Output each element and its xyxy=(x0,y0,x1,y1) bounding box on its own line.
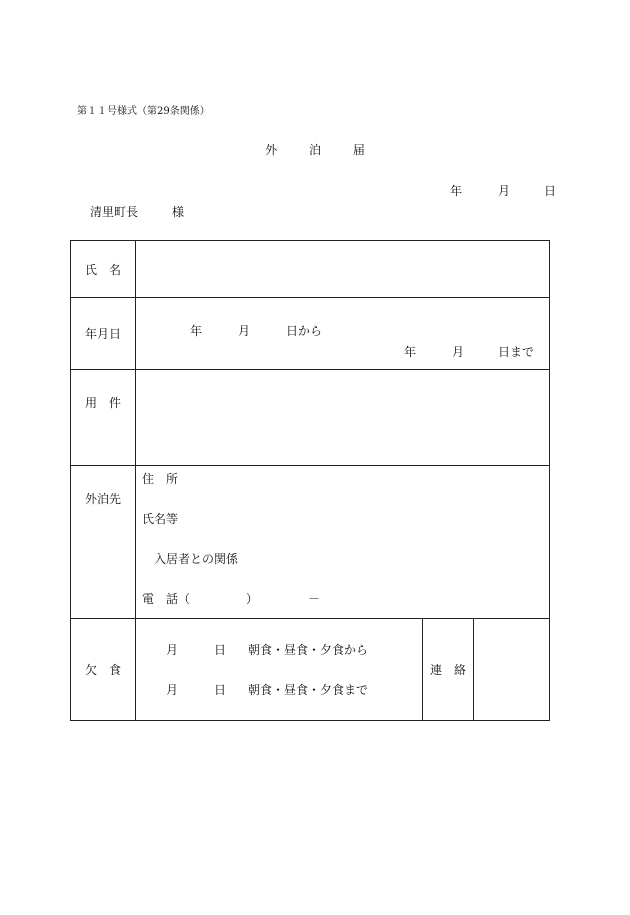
to-month: 月 xyxy=(452,345,465,359)
meals-from-day: 日 xyxy=(214,643,227,657)
to-year: 年 xyxy=(404,345,417,359)
meals-to-day: 日 xyxy=(214,683,227,697)
date-year: 年 xyxy=(450,184,463,198)
from-year: 年 xyxy=(190,324,203,338)
form-title xyxy=(0,141,630,158)
date-day: 日 xyxy=(544,184,557,198)
meals-to-month: 月 xyxy=(166,683,179,697)
meals-field[interactable] xyxy=(136,619,423,721)
from-day: 日から xyxy=(286,324,323,338)
meals-from-month: 月 xyxy=(166,643,179,657)
dates-field[interactable] xyxy=(136,298,550,370)
name-field[interactable] xyxy=(136,241,550,298)
addressee-honorific: 様 xyxy=(172,205,185,219)
destination-label-cell xyxy=(71,466,136,619)
addressee-name: 清里町長 xyxy=(90,205,139,219)
title-char-2: 泊 xyxy=(308,143,321,157)
title-char-3: 届 xyxy=(352,143,365,157)
meals-label: 欠 食 xyxy=(84,663,121,677)
contact-label-cell xyxy=(423,619,474,721)
purpose-field[interactable] xyxy=(136,370,550,466)
name-label-cell xyxy=(71,241,136,298)
dates-label-cell xyxy=(71,298,136,370)
phone-dash: － xyxy=(308,592,321,606)
purpose-label: 用 件 xyxy=(84,396,121,410)
purpose-label-cell xyxy=(71,370,136,466)
contact-field[interactable] xyxy=(474,619,550,721)
relation-label: 入居者との関係 xyxy=(154,552,239,566)
name-etc-label: 氏名等 xyxy=(142,512,179,526)
form-number: 第１１号様式（第29条関係） xyxy=(77,106,210,117)
address-label: 住 所 xyxy=(142,472,179,486)
name-label: 氏 名 xyxy=(84,262,121,277)
dates-label: 年月日 xyxy=(84,327,121,341)
stay-out-form-table xyxy=(70,240,550,721)
meals-label-cell xyxy=(71,619,136,721)
title-char-1: 外 xyxy=(265,143,278,157)
destination-label: 外泊先 xyxy=(84,492,121,506)
meals-to-text: 朝食・昼食・夕食まで xyxy=(248,683,369,697)
from-month: 月 xyxy=(238,324,251,338)
destination-field[interactable] xyxy=(136,466,550,619)
to-day: 日まで xyxy=(498,345,535,359)
addressee xyxy=(90,203,184,220)
date-month: 月 xyxy=(498,184,511,198)
phone-label: 電 話（ xyxy=(142,592,191,606)
phone-close-paren: ） xyxy=(246,592,259,606)
meals-from-text: 朝食・昼食・夕食から xyxy=(248,643,369,657)
contact-label: 連 絡 xyxy=(429,663,466,677)
